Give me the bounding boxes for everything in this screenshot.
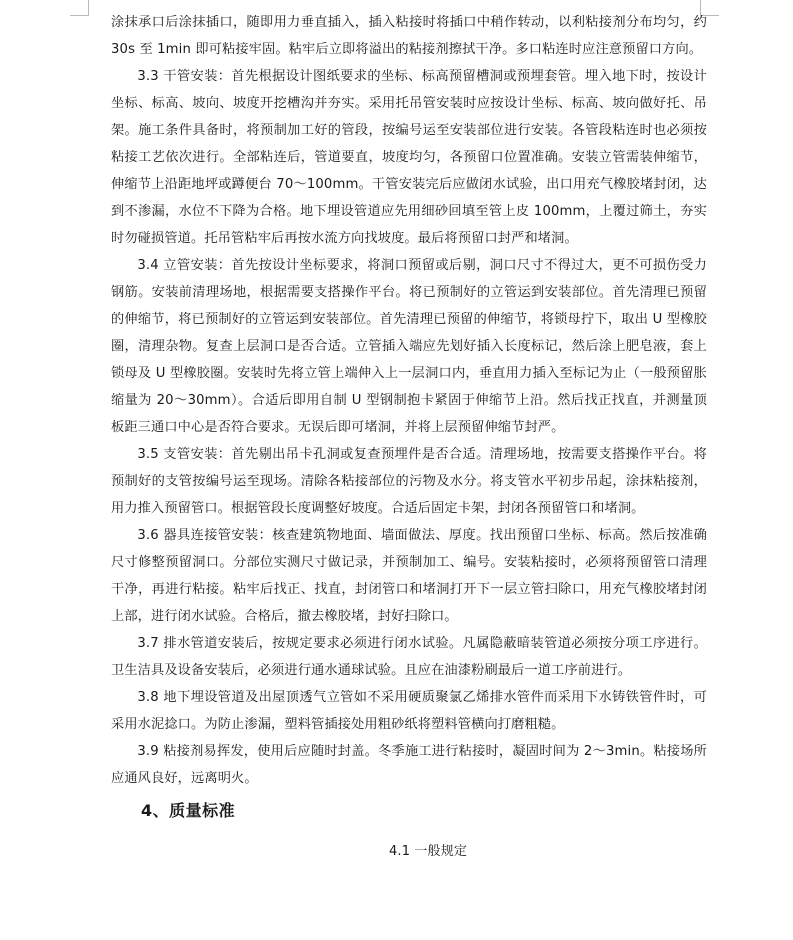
document-body	[111, 9, 707, 865]
paragraph-branch-pipe-installation: 3.5 支管安装：首先剔出吊卡孔洞或复查预埋件是否合适。清理场地，按需要支搭操作平台。将预制好的支管按编号运至现场。清除各粘接部位的污物及水分。将支管水平初步吊起，涂抹粘接剂，用力推入预留管口。根据管段长度调整好坡度。合适后固定卡架，封闭各预留管口和堵洞。	[111, 447, 707, 516]
subsection-heading: 4.1 一般规定	[389, 844, 468, 859]
section-heading-quality: 4、质量标准	[141, 801, 236, 820]
paragraph-main-pipe-installation: 3.3 干管安装：首先根据设计图纸要求的坐标、标高预留槽洞或预埋套管。埋入地下时，按设计坐标、标高、坡向、坡度开挖槽沟并夯实。采用托吊管安装时应按设计坐标、标高、坡向做好托、吊架。施工条件具备时，将预制加工好的管段，按编号运至安装部位进行安装。各管段粘连时也必须按粘接工艺依次进行。全部粘连后，管道要直，坡度均匀，各预留口位置准确。安装立管需装伸缩节，伸缩节上沿距地坪或蹲便台 70～100mm。干管安装完后应做闭水试验，出口用充气橡胶堵封闭，达到不渗漏，水位不下降为合格。地下埋设管道应先用细砂回填至管上皮 100mm，上覆过筛土，夯实时勿碰损管道。托吊管粘牢后再按水流方向找坡度。最后将预留口封严和堵洞。	[111, 69, 707, 246]
paragraph-riser-installation: 3.4 立管安装：首先按设计坐标要求，将洞口预留或后剔，洞口尺寸不得过大，更不可损伤受力钢筋。安装前清理场地，根据需要支搭操作平台。将已预制好的立管运到安装部位。首先清理已预留的伸缩节，将已预制好的立管运到安装部位。首先清理已预留的伸缩节，将锁母拧下，取出 U 型橡胶圈，清理杂物。复查上层洞口是否合适。立管插入端应先划好插入长度标记，然后涂上肥皂液，套上锁母及 U 型橡胶圈。安装时先将立管上端伸入上一层洞口内，垂直用力插入至标记为止（一般预留胀缩量为 20～30mm）。合适后即用自制 U 型钢制抱卡紧固于伸缩节上沿。然后找正找直，并测量顶板距三通口中心是否符合要求。无误后即可堵洞，并将上层预留伸缩节封严。	[111, 258, 707, 435]
paragraph-drainage-test: 3.7 排水管道安装后，按规定要求必须进行闭水试验。凡属隐蔽暗装管道必须按分项工序进行。卫生洁具及设备安装后，必须进行通水通球试验。且应在油漆粉刷最后一道工序前进行。	[111, 636, 707, 678]
paragraph-bonding-continuation: 涂抹承口后涂抹插口，随即用力垂直插入，插入粘接时将插口中稍作转动，以利粘接剂分布均匀，约 30s 至 1min 即可粘接牢固。粘牢后立即将溢出的粘接剂擦拭干净。多口粘连时应注意预留口方向。	[111, 15, 707, 57]
corner-mark-left-vertical	[88, 0, 89, 16]
paragraph-underground-pipe: 3.8 地下埋设管道及出屋顶透气立管如不采用硬质聚氯乙烯排水管件而采用下水铸铁管件时，可采用水泥捻口。为防止渗漏，塑料管插接处用粗砂纸将塑料管横向打磨粗糙。	[111, 690, 707, 732]
paragraph-adhesive-notes: 3.9 粘接剂易挥发，使用后应随时封盖。冬季施工进行粘接时，凝固时间为 2～3min。粘接场所应通风良好，远离明火。	[111, 744, 707, 786]
corner-mark-left-horizontal	[70, 15, 89, 16]
paragraph-fixture-connection: 3.6 器具连接管安装：核查建筑物地面、墙面做法、厚度。找出预留口坐标、标高。然后按准确尺寸修整预留洞口。分部位实测尺寸做记录，并预制加工、编号。安装粘接时，必须将预留管口清理干净，再进行粘接。粘牢后找正、找直，封闭管口和堵洞打开下一层立管扫除口，用充气橡胶堵封闭上部，进行闭水试验。合格后，撤去橡胶堵，封好扫除口。	[111, 528, 707, 624]
